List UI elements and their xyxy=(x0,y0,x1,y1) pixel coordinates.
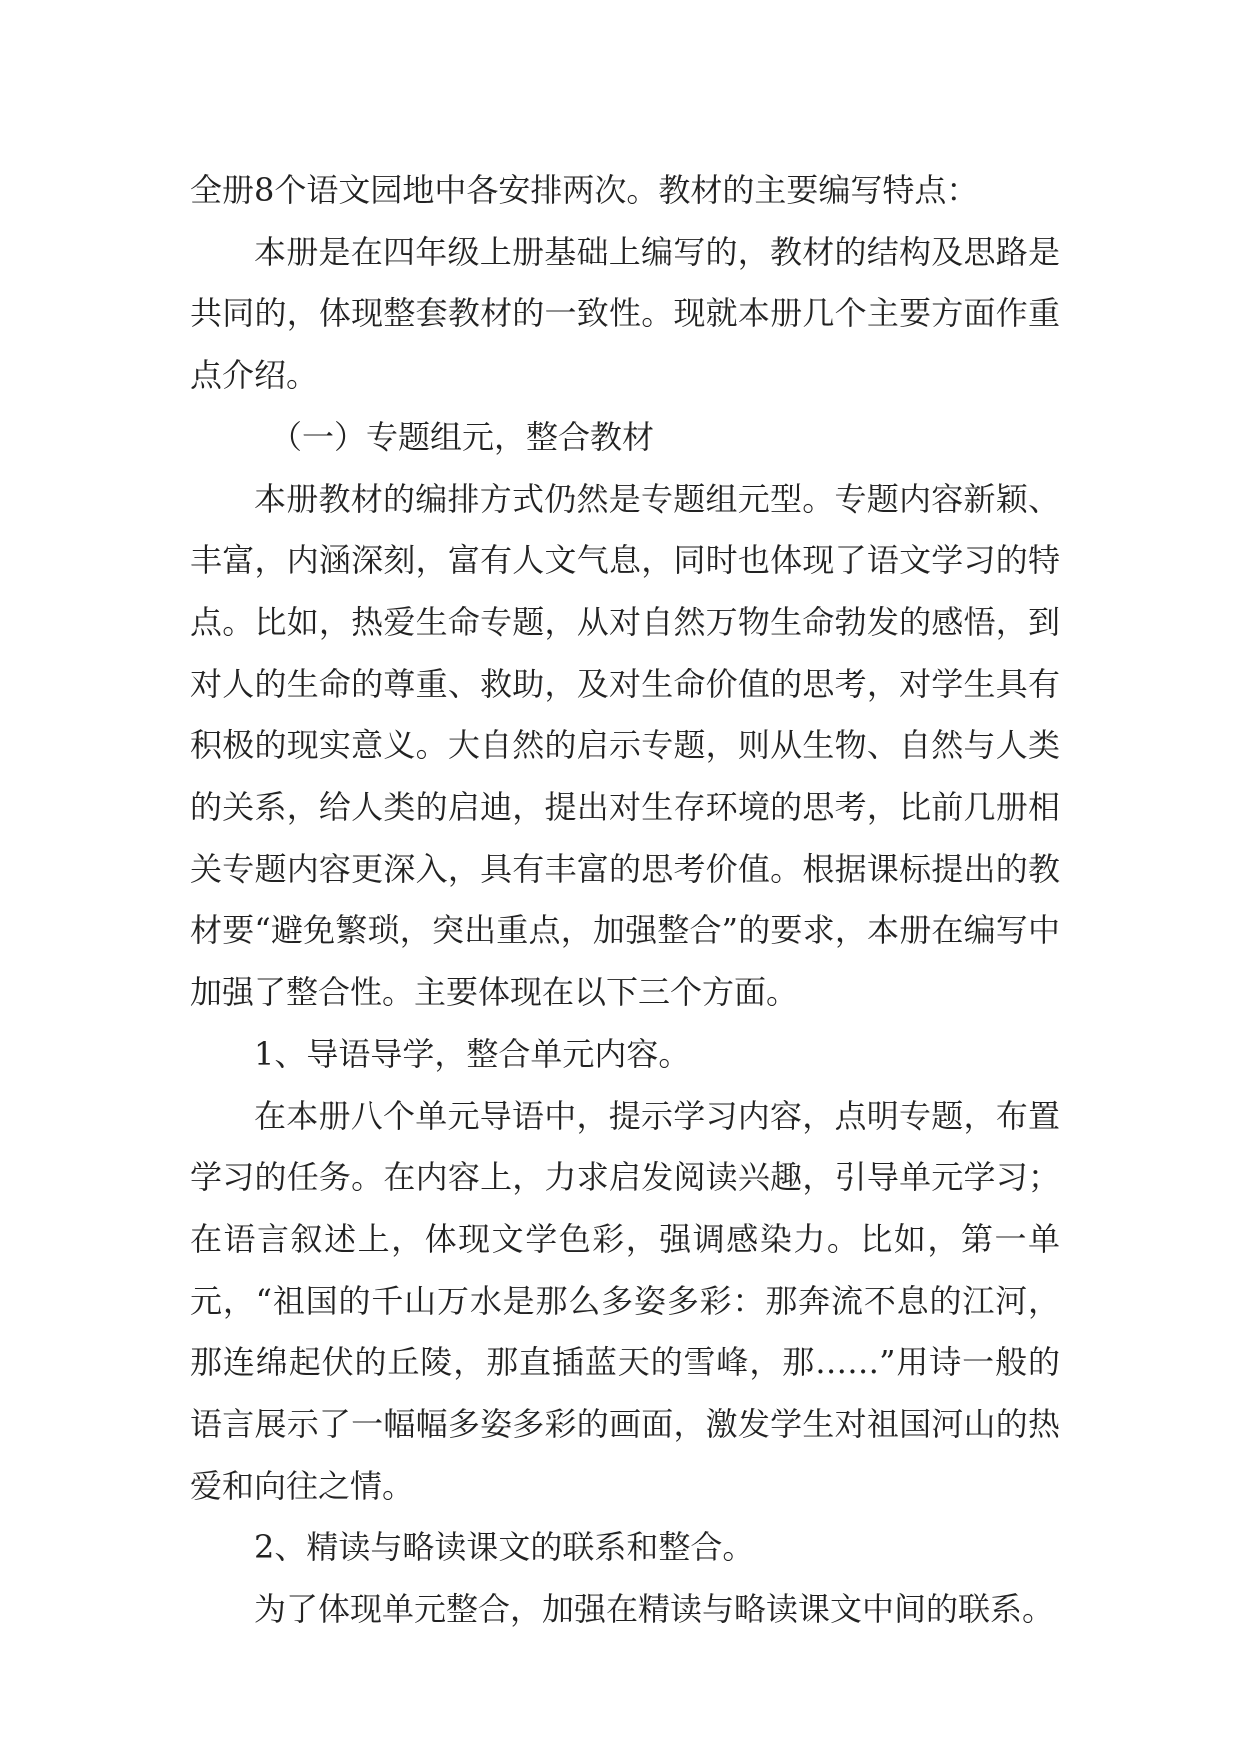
paragraph-reading-link: 为了体现单元整合，加强在精读与略读课文中间的联系。 xyxy=(254,1590,1055,1629)
subheading-2: 2、精读与略读课文的联系和整合。 xyxy=(254,1528,755,1567)
section-heading: （一）专题组元，整合教材 xyxy=(270,417,655,456)
document-body xyxy=(190,160,1060,1641)
subheading-1: 1、导语导学，整合单元内容。 xyxy=(254,1034,691,1073)
paragraph-unit-guide: 在本册八个单元导语中，提示学习内容，点明专题，布置学习的任务。在内容上，力求启发阅读兴趣，引导单元学习；在语言叙述上，体现文学色彩，强调感染力。比如，第一单元，“祖国的千山万水是那么多姿多彩：那奔流不息的江河，那连绵起伏的丘陵，那直插蓝天的雪峰，那……”用诗一般的语言展示了一幅幅多姿多彩的画面，激发学生对祖国河山的热爱和向往之情。 xyxy=(190,1096,1060,1505)
paragraph-topic-units: 本册教材的编排方式仍然是专题组元型。专题内容新颖、丰富，内涵深刻，富有人文气息，同时也体现了语文学习的特点。比如，热爱生命专题，从对自然万物生命勃发的感悟，到对人的生命的尊重、救助，及对生命价值的思考，对学生具有积极的现实意义。大自然的启示专题，则从生物、自然与人类的关系，给人类的启迪，提出对生存环境的思考，比前几册相关专题内容更深入，具有丰富的思考价值。根据课标提出的教材要“避免繁琐，突出重点，加强整合”的要求，本册在编写中加强了整合性。主要体现在以下三个方面。 xyxy=(190,479,1060,1012)
paragraph-overview: 本册是在四年级上册基础上编写的，教材的结构及思路是共同的，体现整套教材的一致性。现就本册几个主要方面作重点介绍。 xyxy=(190,232,1060,395)
paragraph-intro: 全册8个语文园地中各安排两次。教材的主要编写特点： xyxy=(190,171,979,209)
